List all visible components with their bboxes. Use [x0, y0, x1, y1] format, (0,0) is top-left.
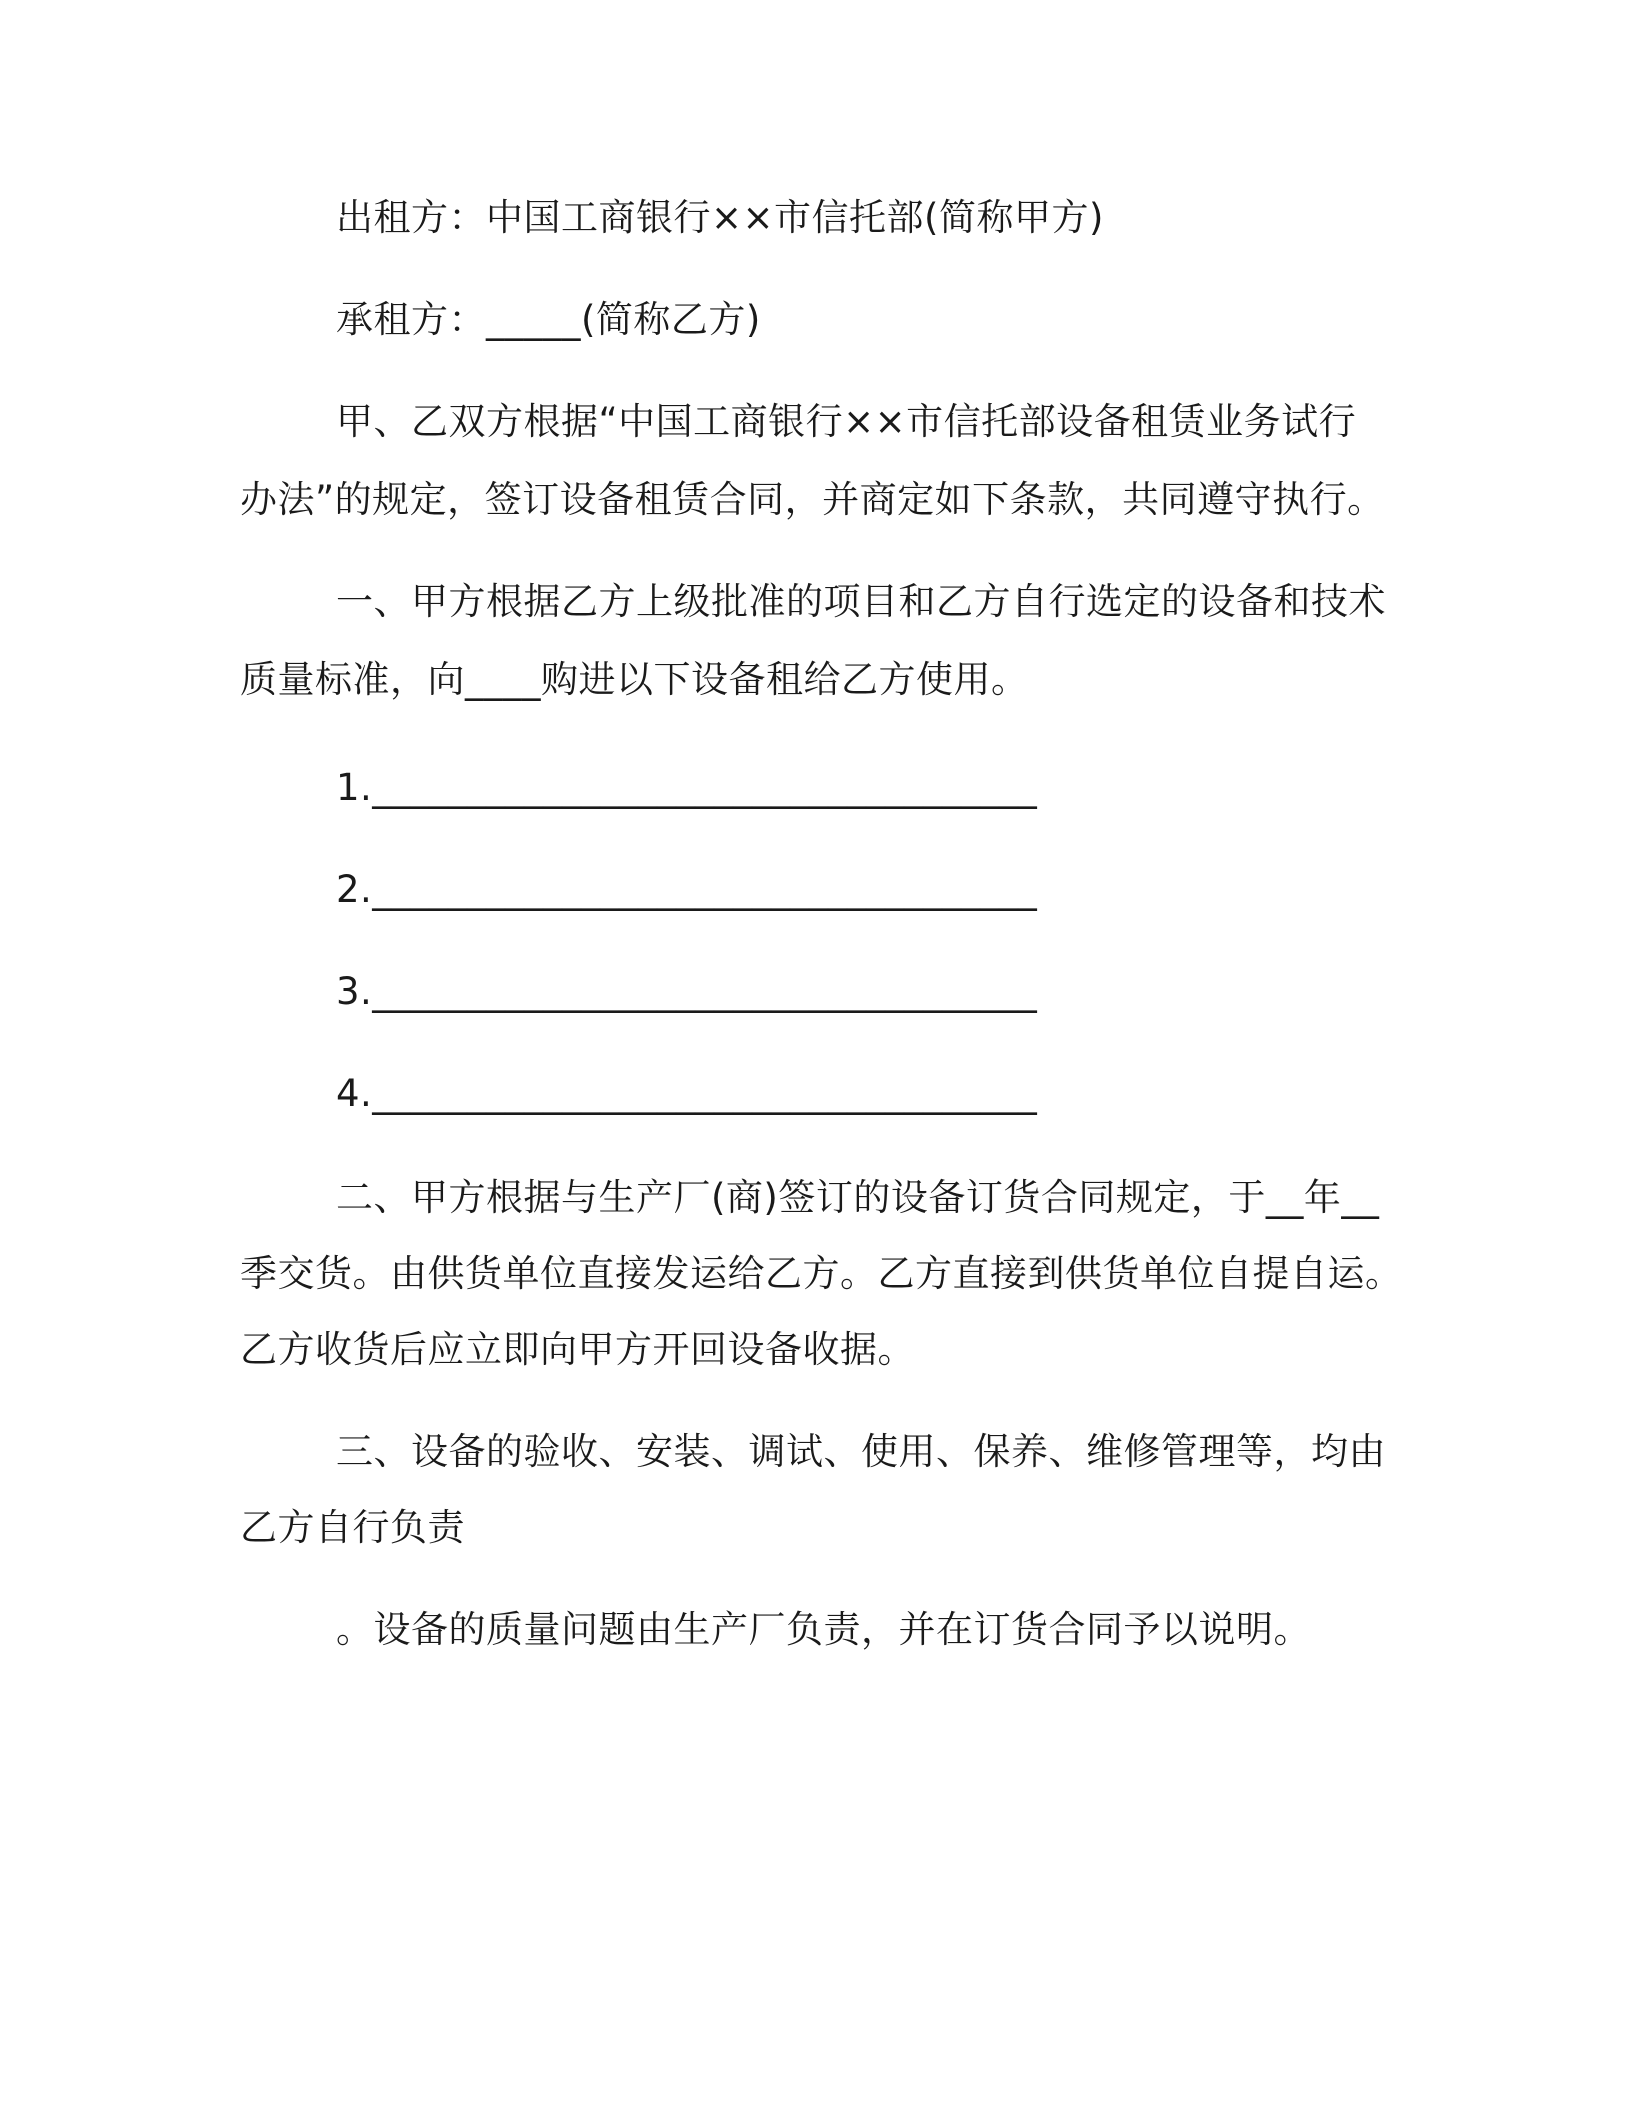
- lessor-line: 出租方：中国工商银行××市信托部(简称甲方): [336, 196, 1104, 239]
- clause2-line-2: 季交货。由供货单位直接发运给乙方。乙方直接到供货单位自提自运。: [240, 1252, 1403, 1295]
- intro-line-2: 办法”的规定，签订设备租赁合同，并商定如下条款，共同遵守执行。: [240, 478, 1385, 521]
- equipment-item: 1.___________________________________: [336, 766, 1038, 809]
- equipment-item: 2.___________________________________: [336, 868, 1038, 911]
- clause1-line-2: 质量标准，向____购进以下设备租给乙方使用。: [240, 658, 1029, 701]
- equipment-item: 3.___________________________________: [336, 970, 1038, 1013]
- clause2-line-3: 乙方收货后应立即向甲方开回设备收据。: [240, 1328, 915, 1371]
- lessee-line: 承租方：_____(简称乙方): [336, 298, 761, 341]
- clause2-line-1: 二、甲方根据与生产厂(商)签订的设备订货合同规定，于__年__: [336, 1176, 1380, 1219]
- intro-line-1: 甲、乙双方根据“中国工商银行××市信托部设备租赁业务试行: [336, 400, 1357, 443]
- clause3-line-1: 三、设备的验收、安装、调试、使用、保养、维修管理等，均由: [336, 1430, 1386, 1473]
- equipment-item: 4.___________________________________: [336, 1072, 1038, 1115]
- clause3-line-3: 。设备的质量问题由生产厂负责，并在订货合同予以说明。: [336, 1608, 1311, 1651]
- clause1-line-1: 一、甲方根据乙方上级批准的项目和乙方自行选定的设备和技术: [336, 580, 1386, 623]
- clause3-line-2: 乙方自行负责: [240, 1506, 465, 1549]
